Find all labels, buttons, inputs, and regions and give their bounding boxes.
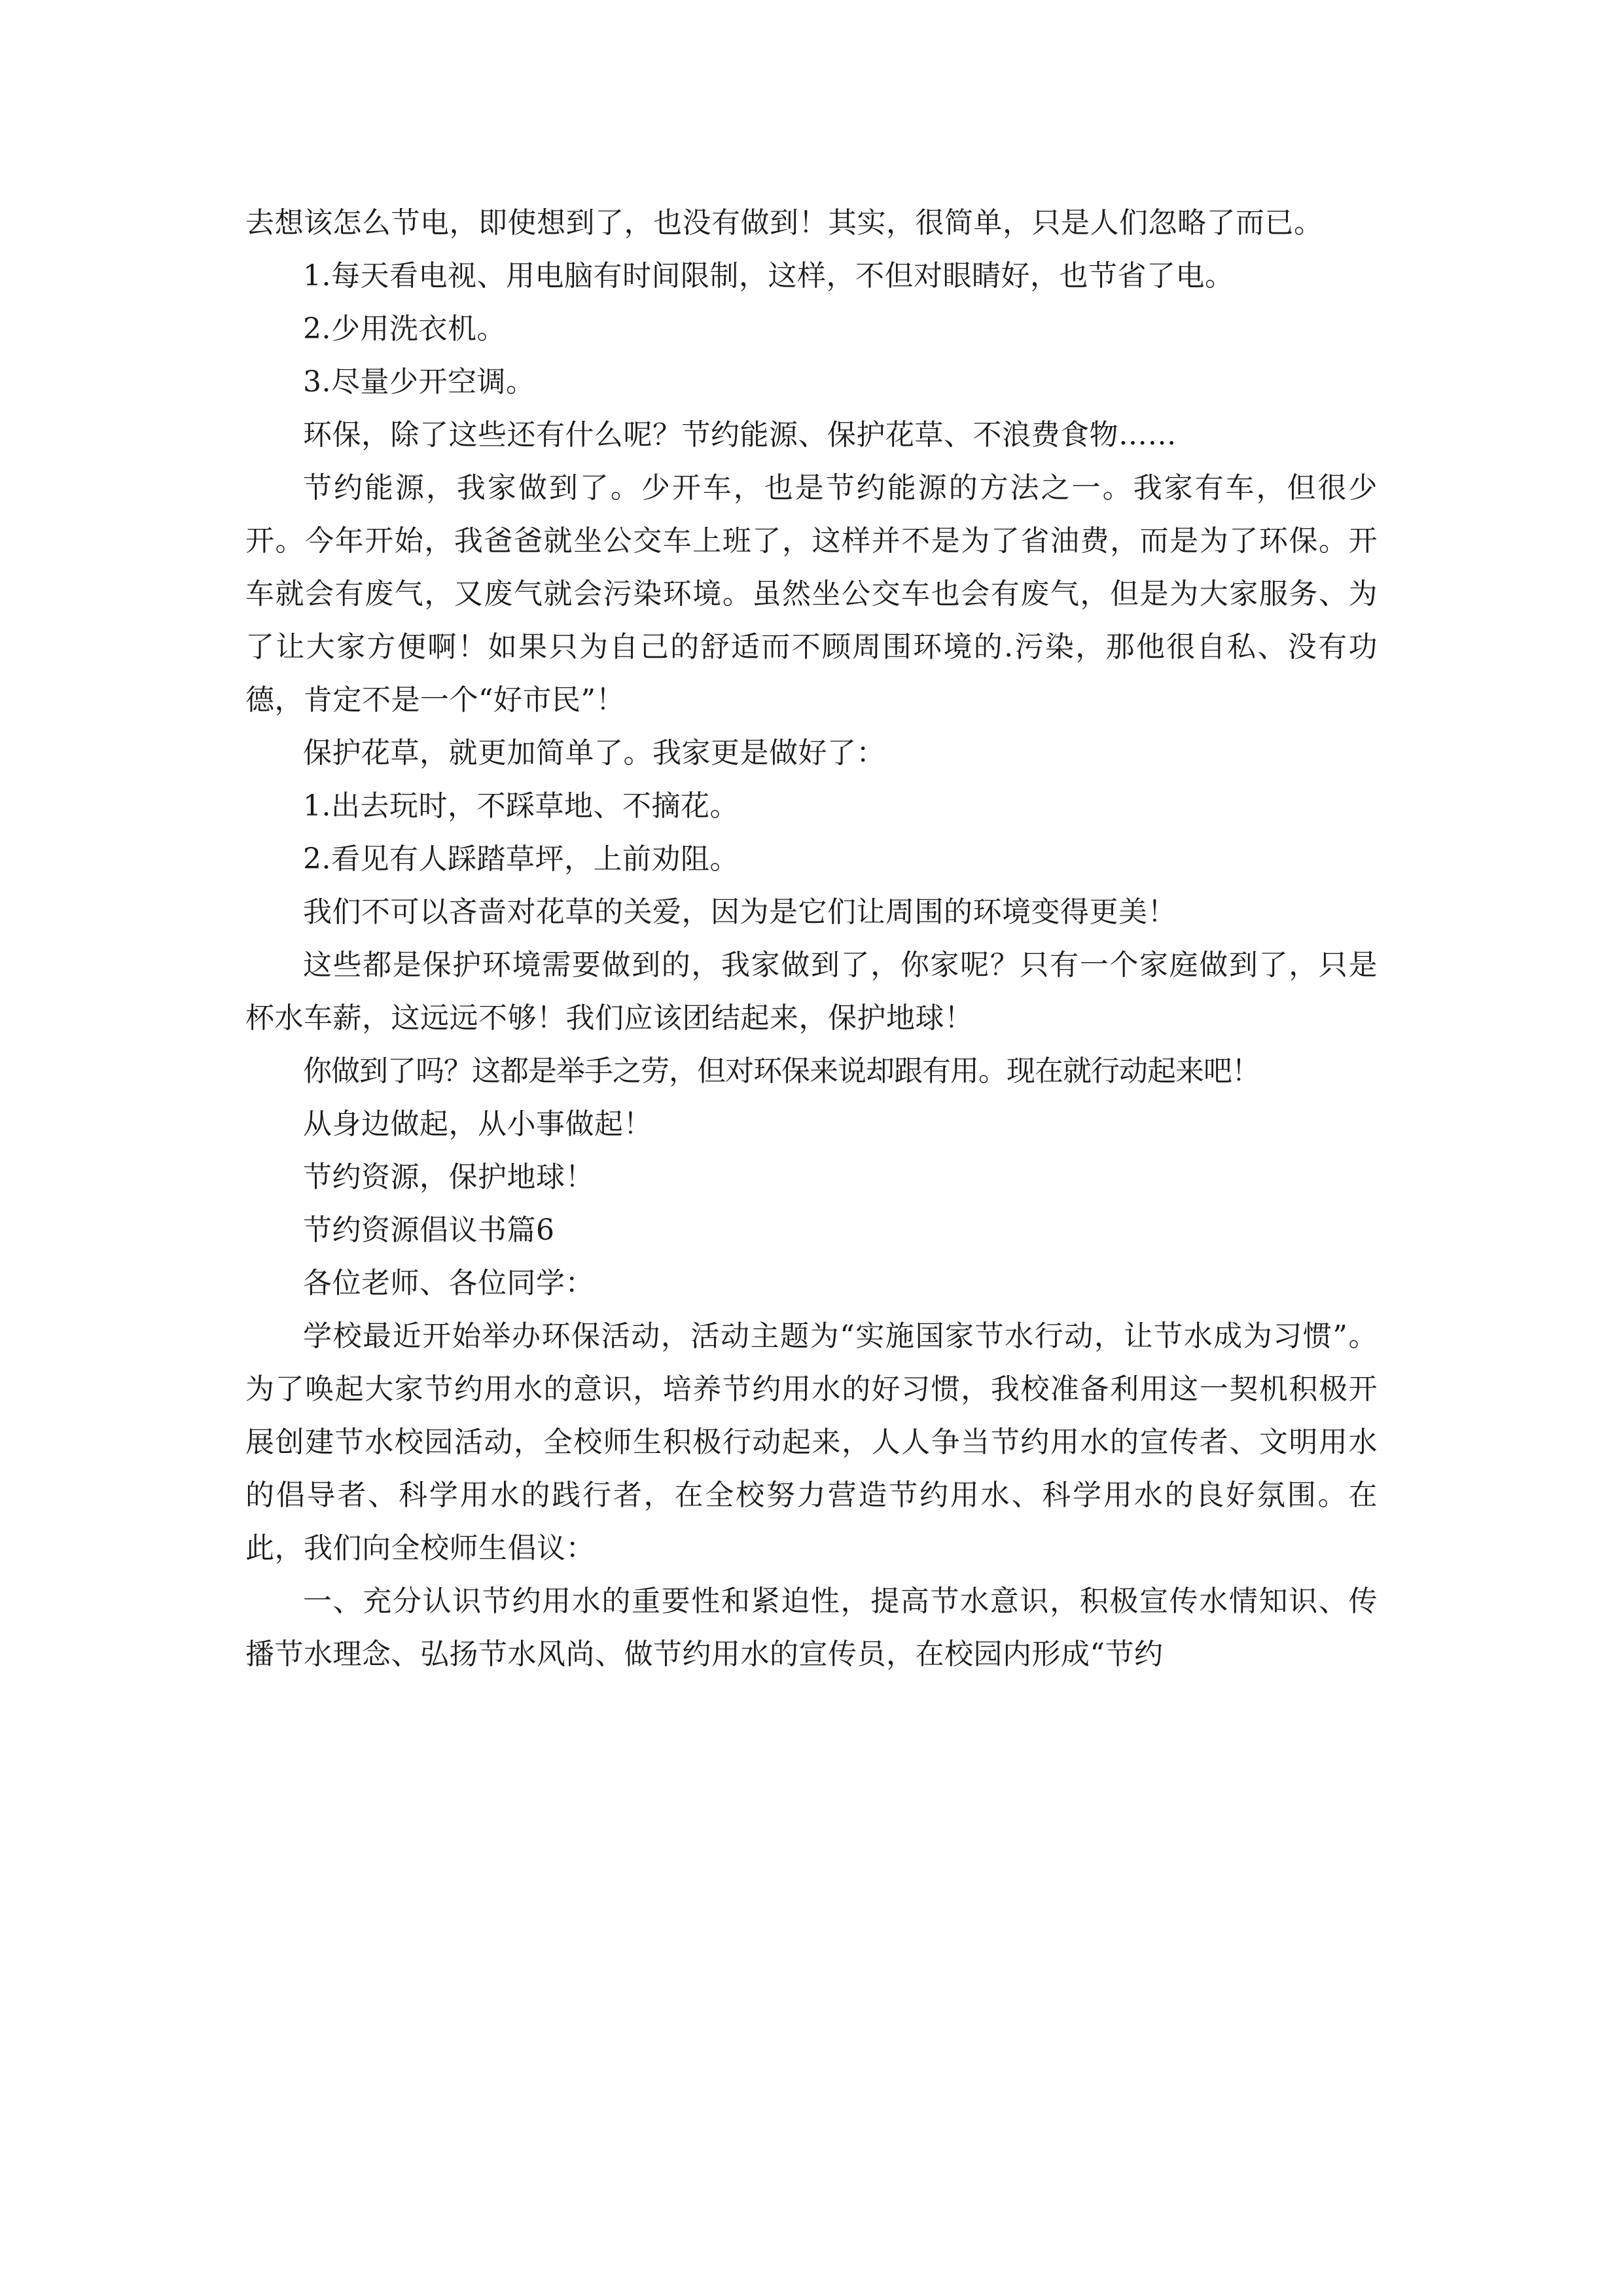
paragraph-3: 2.少用洗衣机。 (303, 312, 506, 346)
paragraph-12: 你做到了吗？这都是举手之劳，但对环保来说却跟有用。现在就行动起来吧！ (303, 1054, 1260, 1088)
paragraph-8: 1.出去玩时，不踩草地、不摘花。 (303, 789, 739, 823)
paragraph-14: 节约资源，保护地球！ (303, 1160, 594, 1194)
salutation: 各位老师、各位同学： (303, 1266, 594, 1300)
paragraph-6: 节约能源，我家做到了。少开车，也是节约能源的方法之一。我家有车，但很少开。今年开始，我爸爸就坐公交车上班了，这样并不是为了省油费，而是为了环保。开车就会有废气，又废气就会污染环境。虽然坐公交车也会有废气，但是为大家服务、为了让大家方便啊！如果只为自己的舒适而不顾周围环境的.污染，那他很自私、没有功德，肯定不是一个“好市民”！ (245, 471, 1378, 717)
paragraph-18: 一、充分认识节约用水的重要性和紧迫性，提高节水意识，积极宣传水情知识、传播节水理念、弘扬节水风尚、做节约用水的宣传员，在校园内形成“节约 (245, 1585, 1378, 1671)
paragraph-17: 学校最近开始举办环保活动，活动主题为“实施国家节水行动，让节水成为习惯”。为了唤起大家节约用水的意识，培养节约用水的好习惯，我校准备利用这一契机积极开展创建节水校园活动，全校师生积极行动起来，人人争当节约用水的宣传者、文明用水的倡导者、科学用水的践行者，在全校努力营造节约用水、科学用水的良好氛围。在此，我们向全校师生倡议： (245, 1319, 1378, 1565)
paragraph-10: 我们不可以吝啬对花草的关爱，因为是它们让周围的环境变得更美！ (303, 895, 1177, 929)
paragraph-2: 1.每天看电视、用电脑有时间限制，这样，不但对眼睛好，也节省了电。 (303, 259, 1234, 293)
paragraph-7: 保护花草，就更加简单了。我家更是做好了： (303, 736, 885, 770)
paragraph-9: 2.看见有人踩踏草坪，上前劝阻。 (303, 842, 739, 876)
paragraph-5: 环保，除了这些还有什么呢？节约能源、保护花草、不浪费食物…… (303, 418, 1177, 452)
paragraph-13: 从身边做起，从小事做起！ (303, 1107, 652, 1141)
document-body (245, 196, 1378, 1681)
paragraph-1: 去想该怎么节电，即使想到了，也没有做到！其实，很简单，只是人们忽略了而已。 (245, 206, 1323, 240)
section-heading: 节约资源倡议书篇6 (303, 1213, 555, 1247)
paragraph-11: 这些都是保护环境需要做到的，我家做到了，你家呢？只有一个家庭做到了，只是杯水车薪，这远远不够！我们应该团结起来，保护地球！ (245, 948, 1378, 1035)
paragraph-4: 3.尽量少开空调。 (303, 365, 535, 399)
